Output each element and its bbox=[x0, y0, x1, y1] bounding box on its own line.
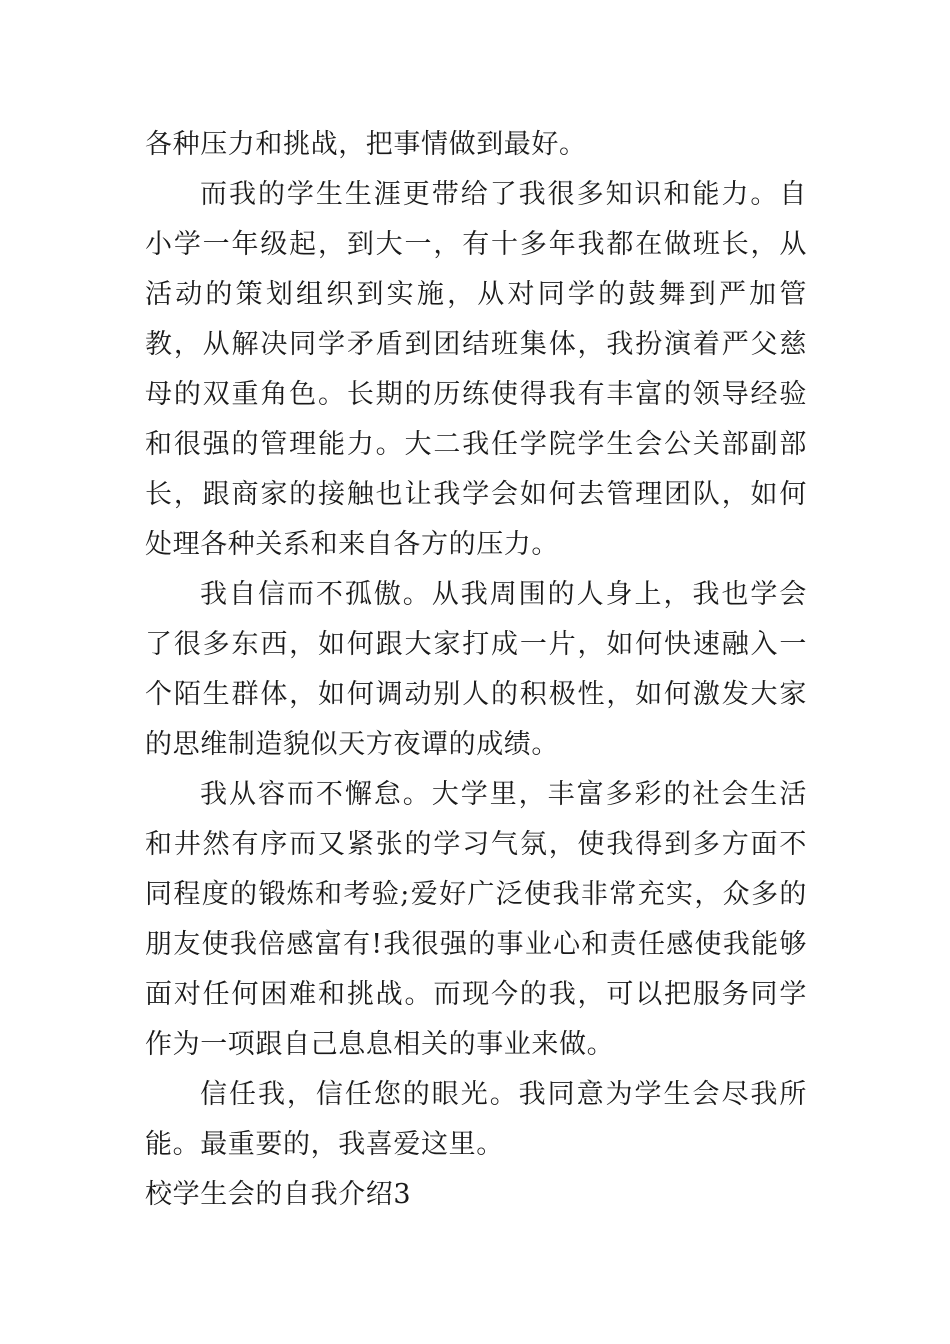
paragraph-closing: 信任我，信任您的眼光。我同意为学生会尽我所能。最重要的，我喜爱这里。 bbox=[145, 1079, 807, 1160]
paragraph-self-confidence: 我自信而不孤傲。从我周围的人身上，我也学会了很多东西，如何跟大家打成一片，如何快速融入一个陌生群体，如何调动别人的积极性，如何激发大家的思维制造貌似天方夜谭的成绩。 bbox=[145, 579, 807, 760]
section-title: 校学生会的自我介绍3 bbox=[145, 1179, 412, 1210]
document-body bbox=[145, 120, 807, 1170]
paragraph-composure: 我从容而不懈怠。大学里，丰富多彩的社会生活和井然有序而又紧张的学习气氛，使我得到多方面不同程度的锻炼和考验;爱好广泛使我非常充实，众多的朋友使我倍感富有!我很强的事业心和责任感使我能够面对任何困难和挑战。而现今的我，可以把服务同学作为一项跟自己息息相关的事业来做。 bbox=[145, 779, 807, 1060]
paragraph-continuation: 各种压力和挑战，把事情做到最好。 bbox=[145, 129, 587, 160]
paragraph-student-career: 而我的学生生涯更带给了我很多知识和能力。自小学一年级起，到大一，有十多年我都在做班长，从活动的策划组织到实施，从对同学的鼓舞到严加管教，从解决同学矛盾到团结班集体，我扮演着严父慈母的双重角色。长期的历练使得我有丰富的领导经验和很强的管理能力。大二我任学院学生会公关部副部长，跟商家的接触也让我学会如何去管理团队，如何处理各种关系和来自各方的压力。 bbox=[145, 179, 807, 560]
